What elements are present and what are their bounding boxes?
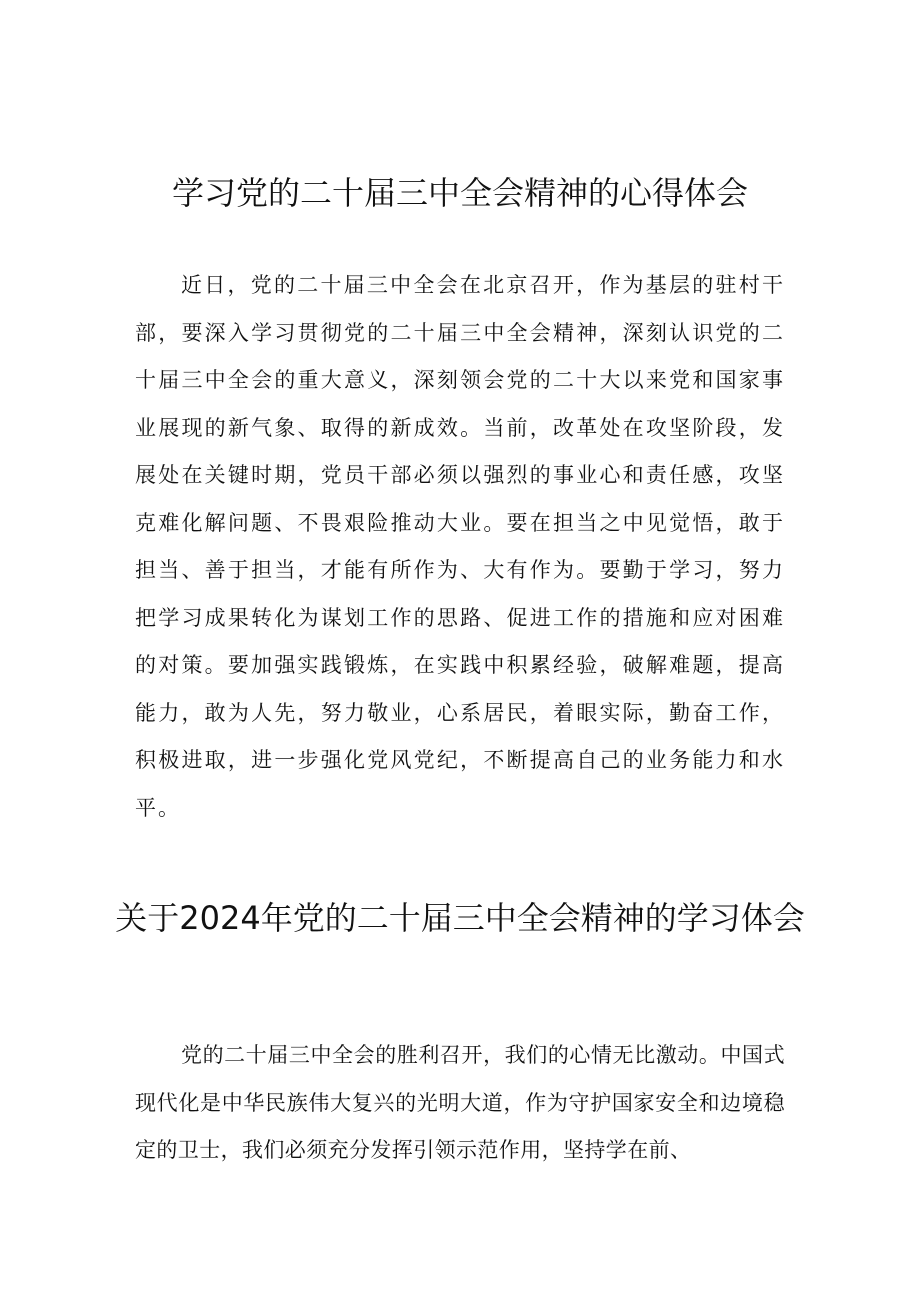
section-1-title: 学习党的二十届三中全会精神的心得体会 — [171, 174, 748, 212]
section-2-paragraph: 党的二十届三中全会的胜利召开，我们的心情无比激动。中国式现代化是中华民族伟大复兴的光明大道，作为守护国家安全和边境稳定的卫士，我们必须充分发挥引领示范作用，坚持学在前、 — [135, 1043, 785, 1162]
section-2-title: 关于2024年党的二十届三中全会精神的学习体会 — [115, 899, 805, 937]
section-1-paragraph: 近日，党的二十届三中全会在北京召开，作为基层的驻村干部，要深入学习贯彻党的二十届三中全会精神，深刻认识党的二十届三中全会的重大意义，深刻领会党的二十大以来党和国家事业展现的新气象、取得的新成效。当前，改革处在攻坚阶段，发展处在关键时期，党员干部必须以强烈的事业心和责任感，攻坚克难化解问题、不畏艰险推动大业。要在担当之中见觉悟，敢于担当、善于担当，才能有所作为、大有作为。要勤于学习，努力把学习成果转化为谋划工作的思路、促进工作的措施和应对困难的对策。要加强实践锻炼，在实践中积累经验，破解难题，提高能力，敢为人先，努力敬业，心系居民，着眼实际，勤奋工作，积极进取，进一步强化党风党纪，不断提高自己的业务能力和水平。 — [135, 273, 785, 820]
